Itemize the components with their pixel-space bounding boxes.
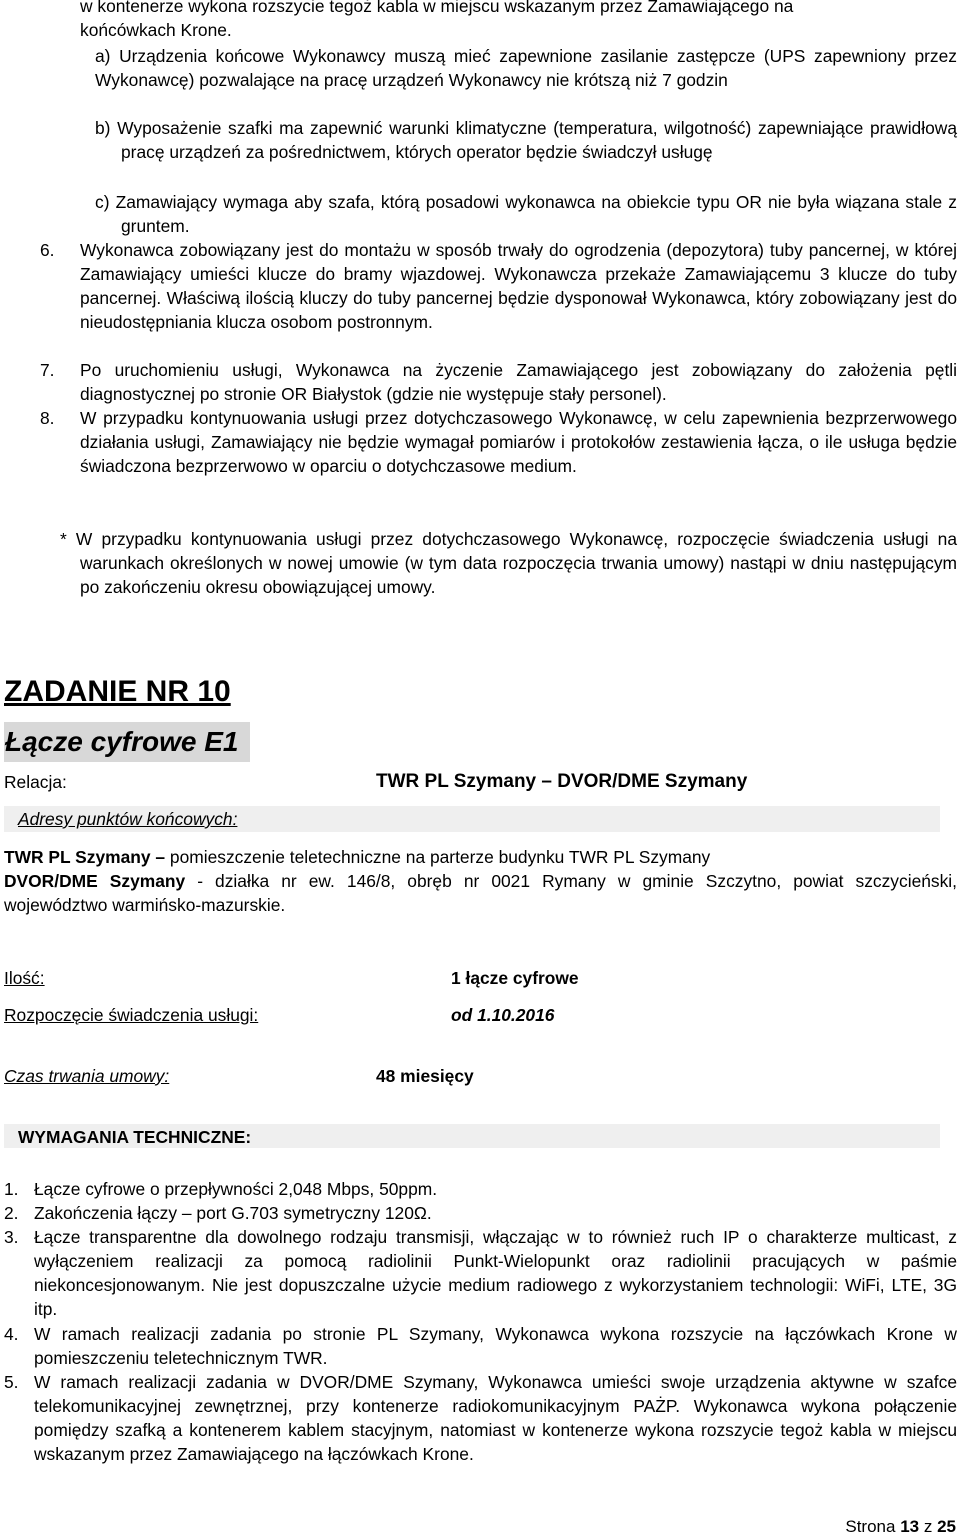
page-current: 13: [900, 1517, 920, 1536]
item-number: 7.: [40, 360, 55, 380]
requirement-5: [4, 1370, 957, 1466]
relacja-value: TWR PL Szymany – DVOR/DME Szymany: [376, 771, 748, 792]
numbered-item-6: [40, 238, 957, 334]
address-1: [4, 845, 957, 869]
page-prefix: Strona: [845, 1517, 896, 1536]
footnote: * W przypadku kontynuowania usługi przez dotychczasowego Wykonawcę, rozpoczęcie świadczenia usługi na warunkach określonych w nowej umowie (w tym data rozpoczęcia trwania umowy) nastąpi w dniu następującym po zakończeniu okresu obowiązującej umowy.: [60, 529, 957, 597]
item-text: W przypadku kontynuowania usługi przez dotychczasowego Wykonawcę, w celu zapewnienia bezprzerwowego działania usługi, Zamawiający nie będzie wymagał pomiarów i protokołów zestawienia łącza, o ile usługa będzie świadczona bezprzerwowo w oparciu o dotychczasowe medium.: [80, 408, 957, 476]
adresy-label: Adresy punktów końcowych:: [18, 809, 238, 829]
requirement-text: Łącze transparentne dla dowolnego rodzaju transmisji, włączając w to również ruch IP o charakterze multicast, z wyłączeniem realizacji za pomocą radiolinii Punkt-Wielopunkt oraz radiolinii pracujących w paśmie niekoncesjonowanym. Nie jest dopuszczalne użycie medium radiowego z wykorzystaniem technologii: WiFi, LTE, 3G itp.: [34, 1227, 957, 1319]
continuation-line-1: w kontenerze wykona rozszycie tegoż kabla w miejscu wskazanym przez Zamawiającego na: [80, 0, 794, 16]
address-2-name: DVOR/DME Szymany: [4, 871, 186, 891]
section-subtitle: Łącze cyfrowe E1: [5, 726, 239, 757]
requirement-number: 2.: [4, 1203, 19, 1223]
wymagania-heading: WYMAGANIA TECHNICZNE:: [18, 1127, 252, 1147]
item-number: 6.: [40, 240, 55, 260]
ilosc-value: 1 łącze cyfrowe: [451, 968, 579, 988]
page-number: [845, 1516, 956, 1538]
requirement-text: Łącze cyfrowe o przepływności 2,048 Mbps, 50ppm.: [34, 1179, 438, 1199]
ilosc-label: Ilość:: [4, 968, 45, 988]
continuation-text: [80, 0, 955, 42]
address-block: [4, 845, 957, 917]
address-2-desc: - działka nr ew. 146/8, obręb nr 0021 Rymany w gminie Szczytno, powiat szczycieński, województwo warmińsko-mazurskie.: [4, 871, 957, 915]
item-text: Po uruchomieniu usługi, Wykonawca na życzenie Zamawiającego jest zobowiązany do założenia pętli diagnostycznej po stronie OR Białystok (gdzie nie występuje stały personel).: [80, 360, 957, 404]
page-separator: z: [923, 1517, 933, 1536]
requirement-3: [4, 1225, 957, 1321]
numbered-item-8: [40, 406, 957, 478]
requirement-number: 5.: [4, 1372, 19, 1392]
item-c: c) Zamawiający wymaga aby szafa, którą posadowi wykonawca na obiekcie typu OR nie była wiązana stale z gruntem.: [95, 192, 957, 236]
continuation-line-2: końcówkach Krone.: [80, 20, 232, 40]
requirement-number: 3.: [4, 1227, 19, 1247]
requirement-text: W ramach realizacji zadania w DVOR/DME Szymany, Wykonawca umieści swoje urządzenia aktywne w szafce telekomunikacyjnej zewnętrznej, przy kontenerze radiokomunikacyjnym PAŻP. Wykonawca wykona połączenie pomiędzy szafką a kontenerem kablem stacyjnym, natomiast w kontenerze wykona rozszycie tegoż kabla w miejscu wskazanym przez Zamawiającego na łączówkach Krone.: [34, 1372, 957, 1464]
czas-value: 48 miesięcy: [376, 1066, 474, 1086]
requirement-text: W ramach realizacji zadania po stronie PL Szymany, Wykonawca wykona rozszycie na łączówkach Krone w pomieszczeniu teletechnicznym TWR.: [34, 1324, 957, 1368]
page-total: 25: [937, 1517, 956, 1536]
item-text: Wykonawca zobowiązany jest do montażu w sposób trwały do ogrodzenia (depozytora) tuby pancernej, w której Zamawiający umieści klucze do bramy wjazdowej. Wykonawcza przekaże Zamawiającemu 3 klucze do tuby pancernej. Właściwą ilością kluczy do tuby pancernej będzie dysponował Wykonawca, który zobowiązany jest do nieudostępniania klucza osobom postronnym.: [80, 240, 957, 332]
address-1-name: TWR PL Szymany –: [4, 847, 166, 867]
requirement-text: Zakończenia łączy – port G.703 symetryczny 120Ω.: [34, 1203, 432, 1223]
address-2: [4, 869, 957, 917]
requirement-number: 1.: [4, 1179, 19, 1199]
item-a: a) Urządzenia końcowe Wykonawcy muszą mieć zapewnione zasilanie zastępcze (UPS zapewniony przez Wykonawcę) pozwalające na pracę urządzeń Wykonawcy nie krótszą niż 7 godzin: [95, 46, 957, 90]
requirement-4: [4, 1322, 957, 1370]
start-value: od 1.10.2016: [451, 1005, 555, 1025]
czas-label: Czas trwania umowy:: [4, 1066, 170, 1086]
requirement-1: [4, 1177, 957, 1201]
item-b: b) Wyposażenie szafki ma zapewnić warunki klimatyczne (temperatura, wilgotność) zapewniające prawidłową pracę urządzeń za pośrednictwem, których operator będzie świadczył usługę: [95, 118, 957, 162]
requirement-number: 4.: [4, 1324, 19, 1344]
address-1-desc: pomieszczenie teletechniczne na parterze budynku TWR PL Szymany: [165, 847, 711, 867]
relacja-label: Relacja:: [4, 772, 67, 792]
section-title: ZADANIE NR 10: [4, 675, 231, 708]
numbered-item-7: [40, 358, 957, 406]
start-label: Rozpoczęcie świadczenia usługi:: [4, 1005, 259, 1025]
item-number: 8.: [40, 408, 55, 428]
requirement-2: [4, 1201, 957, 1225]
